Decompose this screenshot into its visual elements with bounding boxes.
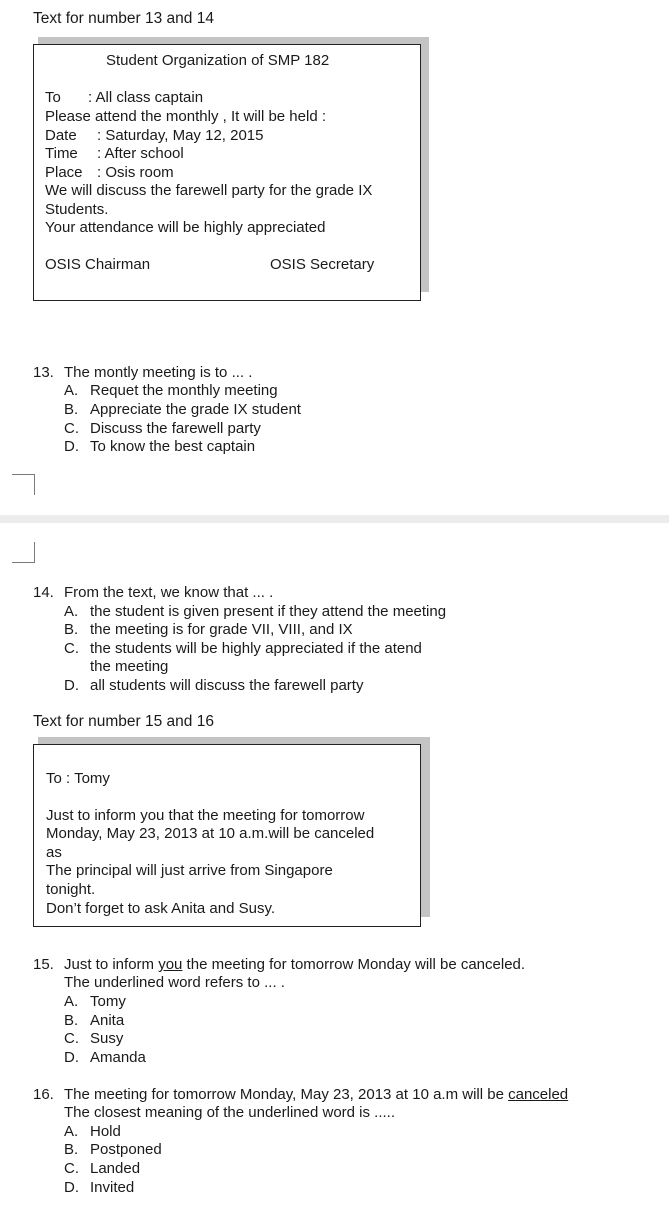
memo-line: tonight. bbox=[46, 881, 96, 898]
q16-stem-pre: The meeting for tomorrow Monday, May 23, 2013 at 10 a.m will be bbox=[64, 1086, 509, 1103]
q15-option-letter: C. bbox=[64, 1030, 79, 1047]
q16-underlined-word: canceled bbox=[508, 1086, 569, 1103]
q14-option-letter: C. bbox=[64, 640, 79, 657]
q14-option-letter: B. bbox=[64, 621, 79, 638]
q16-option-letter: B. bbox=[64, 1141, 79, 1158]
q16-option-letter: C. bbox=[64, 1160, 79, 1177]
question-13-stem: The montly meeting is to ... . bbox=[64, 364, 253, 381]
question-15-stem bbox=[64, 956, 525, 975]
notice-title: Student Organization of SMP 182 bbox=[106, 52, 330, 69]
q13-option-letter: B. bbox=[64, 401, 79, 418]
q14-option-letter: D. bbox=[64, 677, 79, 694]
memo-line: Don’t forget to ask Anita and Susy. bbox=[46, 900, 276, 917]
q15-option-text: Anita bbox=[90, 1012, 125, 1029]
notice-place-value: : Osis room bbox=[97, 164, 174, 181]
q15-option-letter: D. bbox=[64, 1049, 79, 1066]
q15-stem-pre: Just to inform bbox=[64, 956, 159, 973]
notice-time-value: : After school bbox=[97, 145, 184, 162]
section-heading-13-14: Text for number 13 and 14 bbox=[33, 10, 214, 27]
question-16-stem-line2: The closest meaning of the underlined word is ..... bbox=[64, 1104, 396, 1121]
q15-option-text: Susy bbox=[90, 1030, 124, 1047]
notice-closing: Your attendance will be highly appreciated bbox=[45, 219, 326, 236]
memo-line: Just to inform you that the meeting for tomorrow bbox=[46, 807, 365, 824]
page-corner-mark bbox=[12, 542, 35, 563]
q16-option-text: Hold bbox=[90, 1123, 121, 1140]
q16-option-letter: A. bbox=[64, 1123, 79, 1140]
q15-option-letter: B. bbox=[64, 1012, 79, 1029]
question-16-number: 16. bbox=[33, 1086, 54, 1103]
notice-discuss-line2: Students. bbox=[45, 201, 109, 218]
notice-date-label: Date bbox=[45, 127, 77, 144]
q13-option-letter: D. bbox=[64, 438, 79, 455]
q14-option-letter: A. bbox=[64, 603, 79, 620]
q14-option-text: the students will be highly appreciated if the atend bbox=[90, 640, 422, 657]
q13-option-text: Requet the monthly meeting bbox=[90, 382, 278, 399]
notice-place-label: Place bbox=[45, 164, 83, 181]
section-heading-15-16: Text for number 15 and 16 bbox=[33, 713, 214, 730]
question-14-number: 14. bbox=[33, 584, 54, 601]
memo-to: To : Tomy bbox=[46, 770, 110, 787]
notice-sign-secretary: OSIS Secretary bbox=[270, 256, 375, 273]
q16-option-text: Invited bbox=[90, 1179, 135, 1196]
q14-option-text-continued: the meeting bbox=[90, 658, 169, 675]
q14-option-text: the meeting is for grade VII, VIII, and IX bbox=[90, 621, 353, 638]
notice-to-label: To bbox=[45, 89, 61, 106]
q13-option-text: To know the best captain bbox=[90, 438, 256, 455]
q15-underlined-word: you bbox=[158, 956, 183, 973]
page-corner-mark bbox=[12, 474, 35, 495]
q13-option-letter: A. bbox=[64, 382, 79, 399]
question-13-number: 13. bbox=[33, 364, 54, 381]
q16-option-text: Postponed bbox=[90, 1141, 162, 1158]
q15-option-letter: A. bbox=[64, 993, 79, 1010]
memo-line: Monday, May 23, 2013 at 10 a.m.will be canceled bbox=[46, 825, 375, 842]
notice-discuss-line1: We will discuss the farewell party for the grade IX bbox=[45, 182, 373, 199]
q16-option-text: Landed bbox=[90, 1160, 141, 1177]
question-14-stem: From the text, we know that ... . bbox=[64, 584, 274, 601]
memo-line: as bbox=[46, 844, 62, 861]
q13-option-text: Discuss the farewell party bbox=[90, 420, 261, 437]
q13-option-text: Appreciate the grade IX student bbox=[90, 401, 301, 418]
q15-option-text: Tomy bbox=[90, 993, 126, 1010]
q15-stem-post: the meeting for tomorrow Monday will be canceled. bbox=[182, 956, 526, 973]
memo-line: The principal will just arrive from Singapore bbox=[46, 862, 333, 879]
page-gap bbox=[0, 515, 669, 523]
q14-option-text: all students will discuss the farewell party bbox=[90, 677, 364, 694]
question-15-number: 15. bbox=[33, 956, 54, 973]
notice-intro: Please attend the monthly , It will be held : bbox=[45, 108, 326, 125]
q16-option-letter: D. bbox=[64, 1179, 79, 1196]
question-15-stem-line2: The underlined word refers to ... . bbox=[64, 974, 285, 991]
q15-option-text: Amanda bbox=[90, 1049, 146, 1066]
q14-option-text: the student is given present if they attend the meeting bbox=[90, 603, 447, 620]
question-16-stem bbox=[64, 1086, 568, 1105]
notice-time-label: Time bbox=[45, 145, 78, 162]
notice-date-value: : Saturday, May 12, 2015 bbox=[97, 127, 264, 144]
q13-option-letter: C. bbox=[64, 420, 79, 437]
notice-sign-chairman: OSIS Chairman bbox=[45, 256, 151, 273]
notice-to-value: : All class captain bbox=[88, 89, 204, 106]
